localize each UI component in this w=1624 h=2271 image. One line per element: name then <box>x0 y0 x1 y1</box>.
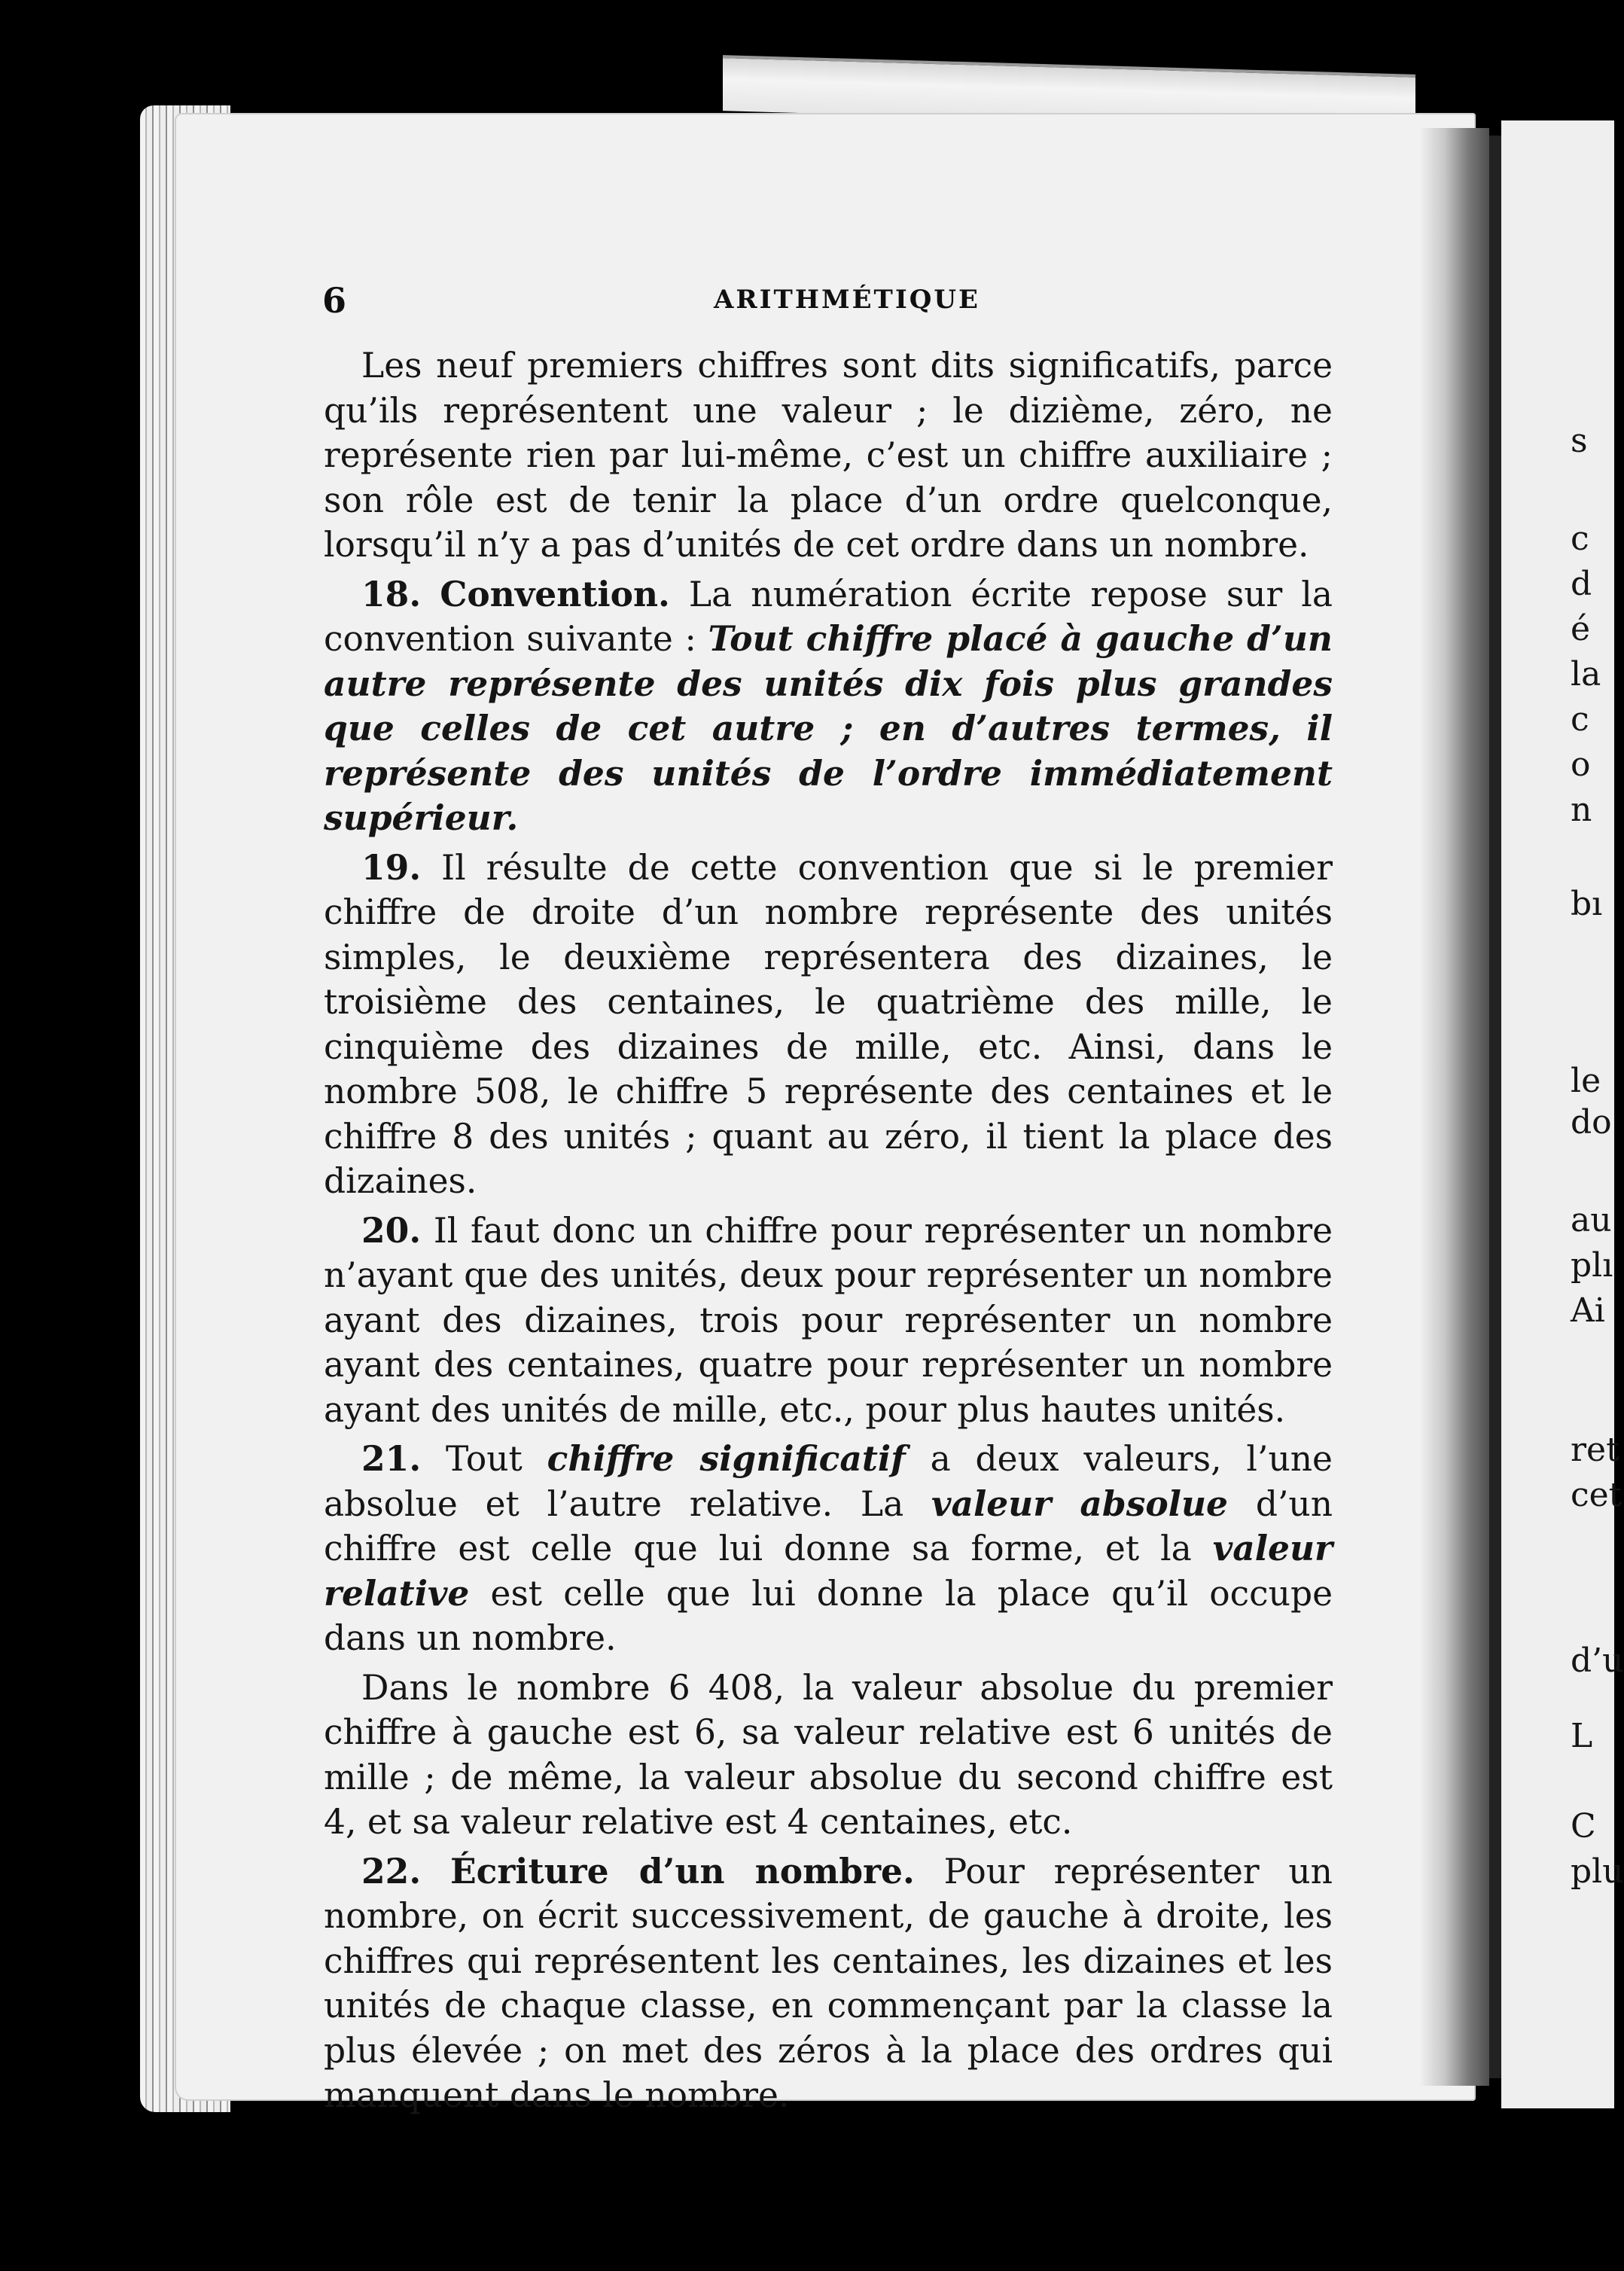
section-title: Écriture d’un nombre. <box>449 1850 915 1891</box>
section-number: 20. <box>361 1209 422 1251</box>
section-title: Convention. <box>440 573 670 614</box>
term: chiffre significatif <box>547 1438 906 1479</box>
section-number: 21. <box>361 1438 422 1479</box>
paragraph-22 <box>324 1849 1333 2118</box>
paragraph-21-example <box>324 1666 1333 1845</box>
fragment: d <box>1571 565 1592 603</box>
fragment: d’u <box>1571 1642 1624 1680</box>
term: valeur absolue <box>931 1483 1228 1524</box>
paragraph-text: La numération écrite repose sur la convention suivante : <box>324 574 1333 659</box>
paragraph-text: Tout <box>446 1439 523 1479</box>
paragraph-text: est celle que lui donne la place qu’il occupe dans un nombre. <box>324 1573 1333 1658</box>
paragraph-text: Il résulte de cette convention que si le premier chiffre de droite d’un nombre représente des unités simples, le deuxième représentera des dizaines, le troisième des centaines, le quatrième des mille, le cinquième des dizaines de mille, etc. Ainsi, dans le nombre 508, le chiffre 5 représente des centaines et le chiffre 8 des unités ; quant au zéro, il tient la place des dizaines. <box>324 847 1333 1201</box>
paragraph-text: Il faut donc un chiffre pour représenter un nombre n’ayant que des unités, deux pour représenter un nombre ayant des dizaines, trois pour représenter un nombre ayant des centaines, quatre pour représenter un nombre ayant des unités de mille, etc., pour plus hautes unités. <box>324 1210 1333 1430</box>
section-number: 18. <box>361 573 422 614</box>
paragraph-text: Dans le nombre 6 408, la valeur absolue du premier chiffre à gauche est 6, sa valeur relative est 6 unités de mille ; de même, la valeur absolue du second chiffre est 4, et sa valeur relative est 4 centaines, etc. <box>324 1667 1333 1842</box>
page-number: 6 <box>322 280 347 321</box>
fragment: c <box>1571 700 1589 739</box>
section-number: 22. <box>361 1850 422 1891</box>
fragment: bı <box>1571 885 1603 923</box>
section-number: 19. <box>361 846 422 888</box>
paragraph-18 <box>324 572 1333 841</box>
fragment: plı <box>1571 1246 1613 1285</box>
paragraph-text: Les neuf premiers chiffres sont dits significatifs, parce qu’ils représentent une valeur ; le dizième, zéro, ne représente rien par lui-même, c’est un chiffre auxiliaire ; son rôle est de tenir la place d’un ordre quelconque, lorsqu’il n’y a pas d’unités de cet ordre dans un nombre. <box>324 346 1333 565</box>
fragment: Ai <box>1571 1291 1605 1330</box>
paragraph-17-continued <box>324 343 1333 568</box>
rule-statement: Tout chiffre placé à gauche d’un autre représente des unités dix fois plus grandes que celles de cet autre ; en d’autres termes, il représente des unités de l’ordre immédiatement supérieur. <box>324 618 1333 838</box>
fragment: C <box>1571 1807 1596 1846</box>
paragraph-20 <box>324 1209 1333 1433</box>
paragraph-text: Pour représenter un nombre, on écrit successivement, de gauche à droite, les chiffres qui représentent les centaines, les dizaines et les unités de chaque classe, en commençant par la classe la plus élevée ; on met des zéros à la place des ordres qui manquent dans le nombre. <box>324 1851 1333 2115</box>
fragment: plu <box>1571 1852 1624 1891</box>
paragraph-19 <box>324 846 1333 1204</box>
fragment: au <box>1571 1201 1612 1239</box>
fragment: é <box>1571 610 1591 648</box>
fragment: do <box>1571 1103 1612 1142</box>
paragraph-21 <box>324 1437 1333 1661</box>
fragment: s <box>1571 422 1588 460</box>
fragment: L <box>1571 1717 1593 1755</box>
running-title: ARITHMÉTIQUE <box>714 285 980 315</box>
fragment: ret <box>1571 1431 1619 1469</box>
paragraph-text: d’un chiffre est celle que lui donne sa forme, et la <box>324 1483 1333 1568</box>
book-gutter <box>1420 128 1489 2086</box>
gutter-shadow <box>1489 136 1501 2078</box>
term: valeur relative <box>324 1528 1333 1614</box>
fragment: la <box>1571 655 1601 693</box>
fragment: c <box>1571 520 1589 558</box>
fragment: cet <box>1571 1476 1622 1514</box>
paragraph-text: a deux valeurs, l’une absolue et l’autre relative. La <box>324 1439 1333 1524</box>
body-text <box>324 343 1333 2123</box>
page-header <box>322 280 980 325</box>
fragment: o <box>1571 745 1591 784</box>
fragment: n <box>1571 791 1592 829</box>
fragment: le <box>1571 1062 1601 1100</box>
